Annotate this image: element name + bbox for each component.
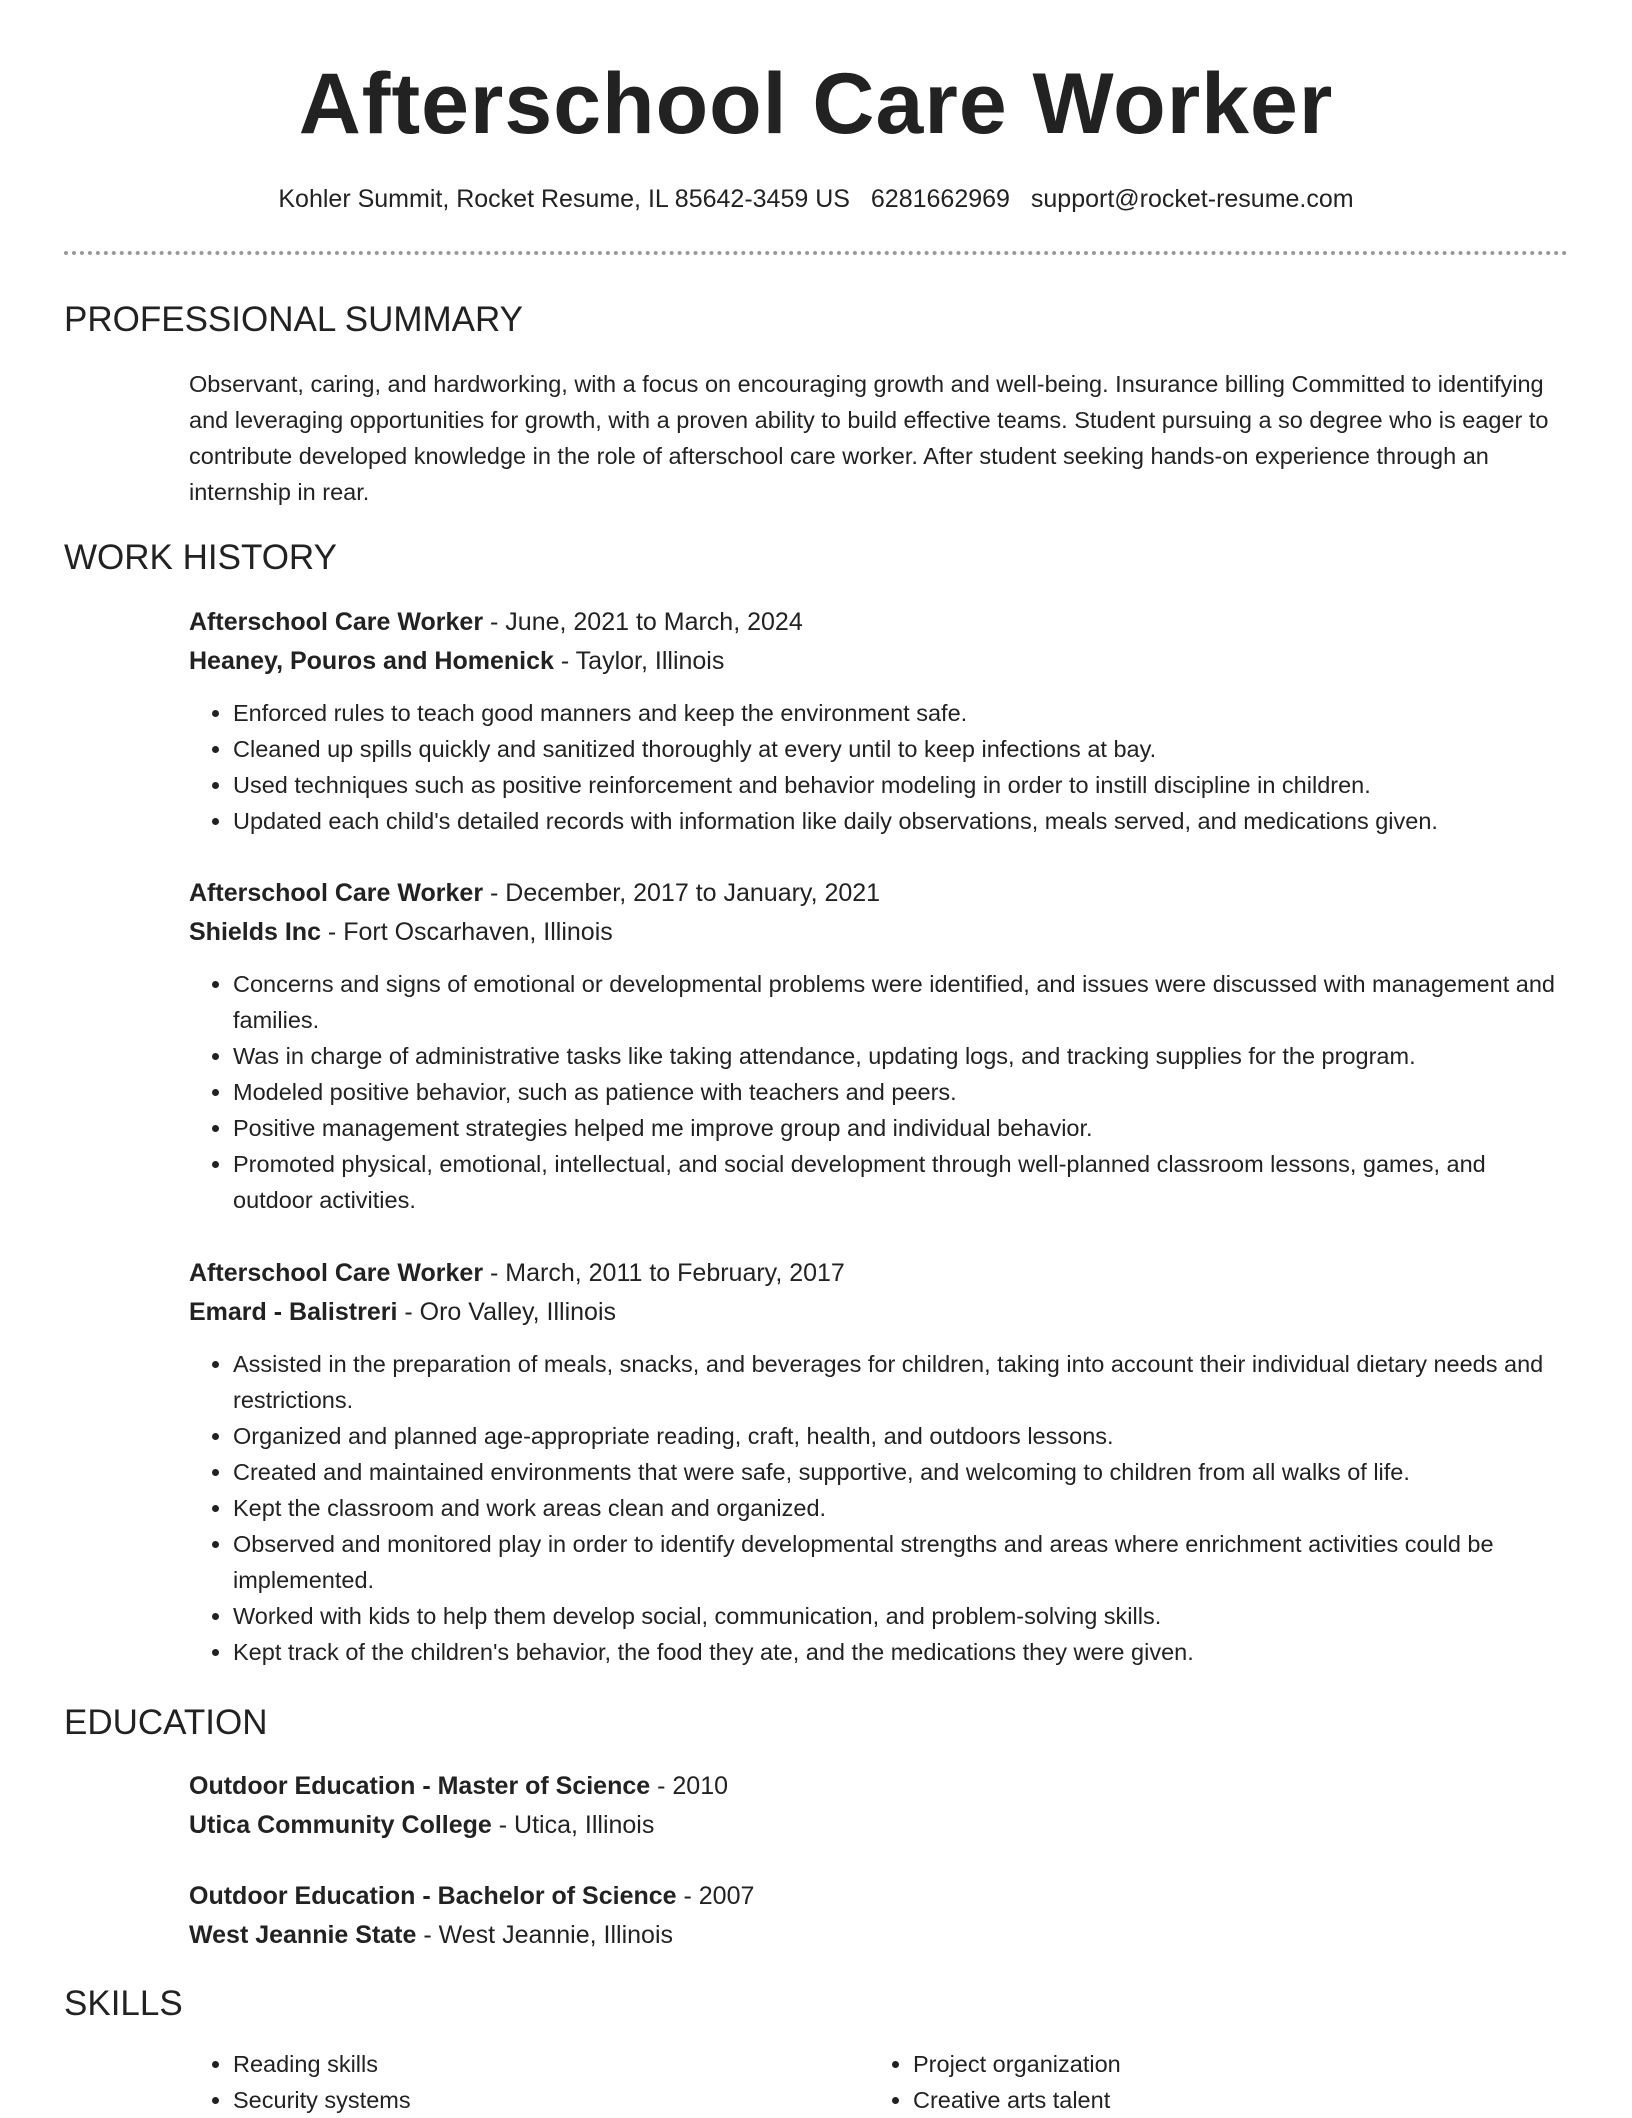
education-degree: Outdoor Education - Bachelor of Science — [189, 1882, 677, 1910]
candidate-name: Afterschool Care Worker — [298, 56, 1334, 152]
section-title-work-history: WORK HISTORY — [64, 538, 337, 577]
job-entry — [189, 1254, 1569, 1670]
section-title-skills: SKILLS — [64, 1984, 183, 2023]
summary-text: Observant, caring, and hardworking, with a focus on encouraging growth and well-being. Insurance billing Committed to identifying and leveraging opportunities for growth, with a proven ability to build effective teams. Student pursuing a so degree who is eager to contribute developed knowledge in the role of afterschool care worker. After student seeking hands-on experience through an internship in rear. — [189, 371, 1549, 505]
education-entry — [189, 1877, 1569, 1955]
job-location: - Taylor, Illinois — [553, 647, 725, 675]
list-item: • Concerns and signs of emotional or developmental problems were identified, and issues were discussed with management and families. — [233, 966, 1569, 1038]
job-company: Heaney, Pouros and Homenick — [189, 647, 554, 675]
job-dates: - March, 2011 to February, 2017 — [483, 1259, 845, 1287]
list-item: • Worked with kids to help them develop social, communication, and problem-solving skills. — [233, 1598, 1569, 1634]
job-company: Emard - Balistreri — [189, 1298, 398, 1326]
list-item: • Was in charge of administrative tasks like taking attendance, updating logs, and tracking supplies for the program. — [233, 1038, 1569, 1074]
list-item: • Updated each child's detailed records with information like daily observations, meals served, and medications given. — [233, 803, 1569, 839]
job-bullets — [189, 1346, 1569, 1670]
job-company-line — [189, 642, 1569, 681]
list-item: • Project organization — [913, 2046, 1549, 2082]
job-role: Afterschool Care Worker — [189, 879, 484, 907]
job-dates: - June, 2021 to March, 2024 — [483, 608, 803, 636]
list-item: • Observed and monitored play in order to identify developmental strengths and areas where enrichment activities could be implemented. — [233, 1526, 1569, 1598]
contact-email: support@rocket-resume.com — [1030, 185, 1354, 213]
contact-address: Kohler Summit, Rocket Resume, IL 85642-3459 US — [278, 185, 850, 213]
education-school: Utica Community College — [189, 1811, 492, 1839]
job-entry — [189, 603, 1569, 839]
list-item: • Used techniques such as positive reinforcement and behavior modeling in order to instill discipline in children. — [233, 767, 1569, 803]
list-item: • Reading skills — [233, 2046, 869, 2082]
job-entry — [189, 874, 1569, 1218]
job-role: Afterschool Care Worker — [189, 1259, 484, 1287]
job-title-line — [189, 1254, 1569, 1293]
contact-phone: 6281662969 — [870, 185, 1010, 213]
education-degree: Outdoor Education - Master of Science — [189, 1772, 651, 1800]
job-location: - Oro Valley, Illinois — [397, 1298, 617, 1326]
list-item: • Created and maintained environments that were safe, supportive, and welcoming to children from all walks of life. — [233, 1454, 1569, 1490]
list-item: • Positive management strategies helped me improve group and individual behavior. — [233, 1110, 1569, 1146]
education-year: - 2007 — [676, 1882, 755, 1910]
list-item: • Promoted physical, emotional, intellectual, and social development through well-planned classroom lessons, games, and outdoor activities. — [233, 1146, 1569, 1218]
job-bullets — [189, 966, 1569, 1218]
job-bullets — [189, 695, 1569, 839]
list-item: • Organized and planned age-appropriate reading, craft, health, and outdoors lessons. — [233, 1418, 1569, 1454]
list-item: • Modeled positive behavior, such as patience with teachers and peers. — [233, 1074, 1569, 1110]
list-item: • Security systems — [233, 2082, 869, 2118]
job-company-line — [189, 1293, 1569, 1332]
education-location: - Utica, Illinois — [491, 1811, 655, 1839]
list-item: • Kept the classroom and work areas clean and organized. — [233, 1490, 1569, 1526]
education-year: - 2010 — [650, 1772, 729, 1800]
job-location: - Fort Oscarhaven, Illinois — [320, 918, 613, 946]
list-item: • Creative arts talent — [913, 2082, 1549, 2118]
skills-column-left — [189, 2046, 869, 2118]
job-company-line — [189, 913, 1569, 952]
job-company: Shields Inc — [189, 918, 321, 946]
job-role: Afterschool Care Worker — [189, 608, 484, 636]
section-title-education: EDUCATION — [64, 1703, 268, 1742]
skills-list — [189, 2046, 1569, 2118]
education-location: - West Jeannie, Illinois — [416, 1921, 673, 1949]
education-entry — [189, 1767, 1569, 1845]
list-item: • Kept track of the children's behavior, the food they ate, and the medications they were given. — [233, 1634, 1569, 1670]
education-school: West Jeannie State — [189, 1921, 417, 1949]
contact-line — [0, 182, 1632, 216]
summary-section — [189, 366, 1559, 510]
list-item: • Assisted in the preparation of meals, snacks, and beverages for children, taking into account their individual dietary needs and restrictions. — [233, 1346, 1569, 1418]
education-degree-line — [189, 1877, 1569, 1916]
section-title-summary: PROFESSIONAL SUMMARY — [64, 300, 523, 339]
job-title-line — [189, 874, 1569, 913]
education-school-line — [189, 1916, 1569, 1955]
education-school-line — [189, 1806, 1569, 1845]
job-dates: - December, 2017 to January, 2021 — [483, 879, 881, 907]
education-degree-line — [189, 1767, 1569, 1806]
list-item: • Enforced rules to teach good manners and keep the environment safe. — [233, 695, 1569, 731]
job-title-line — [189, 603, 1569, 642]
list-item: • Cleaned up spills quickly and sanitized thoroughly at every until to keep infections at bay. — [233, 731, 1569, 767]
header-divider — [64, 251, 1568, 255]
skills-column-right — [869, 2046, 1549, 2118]
